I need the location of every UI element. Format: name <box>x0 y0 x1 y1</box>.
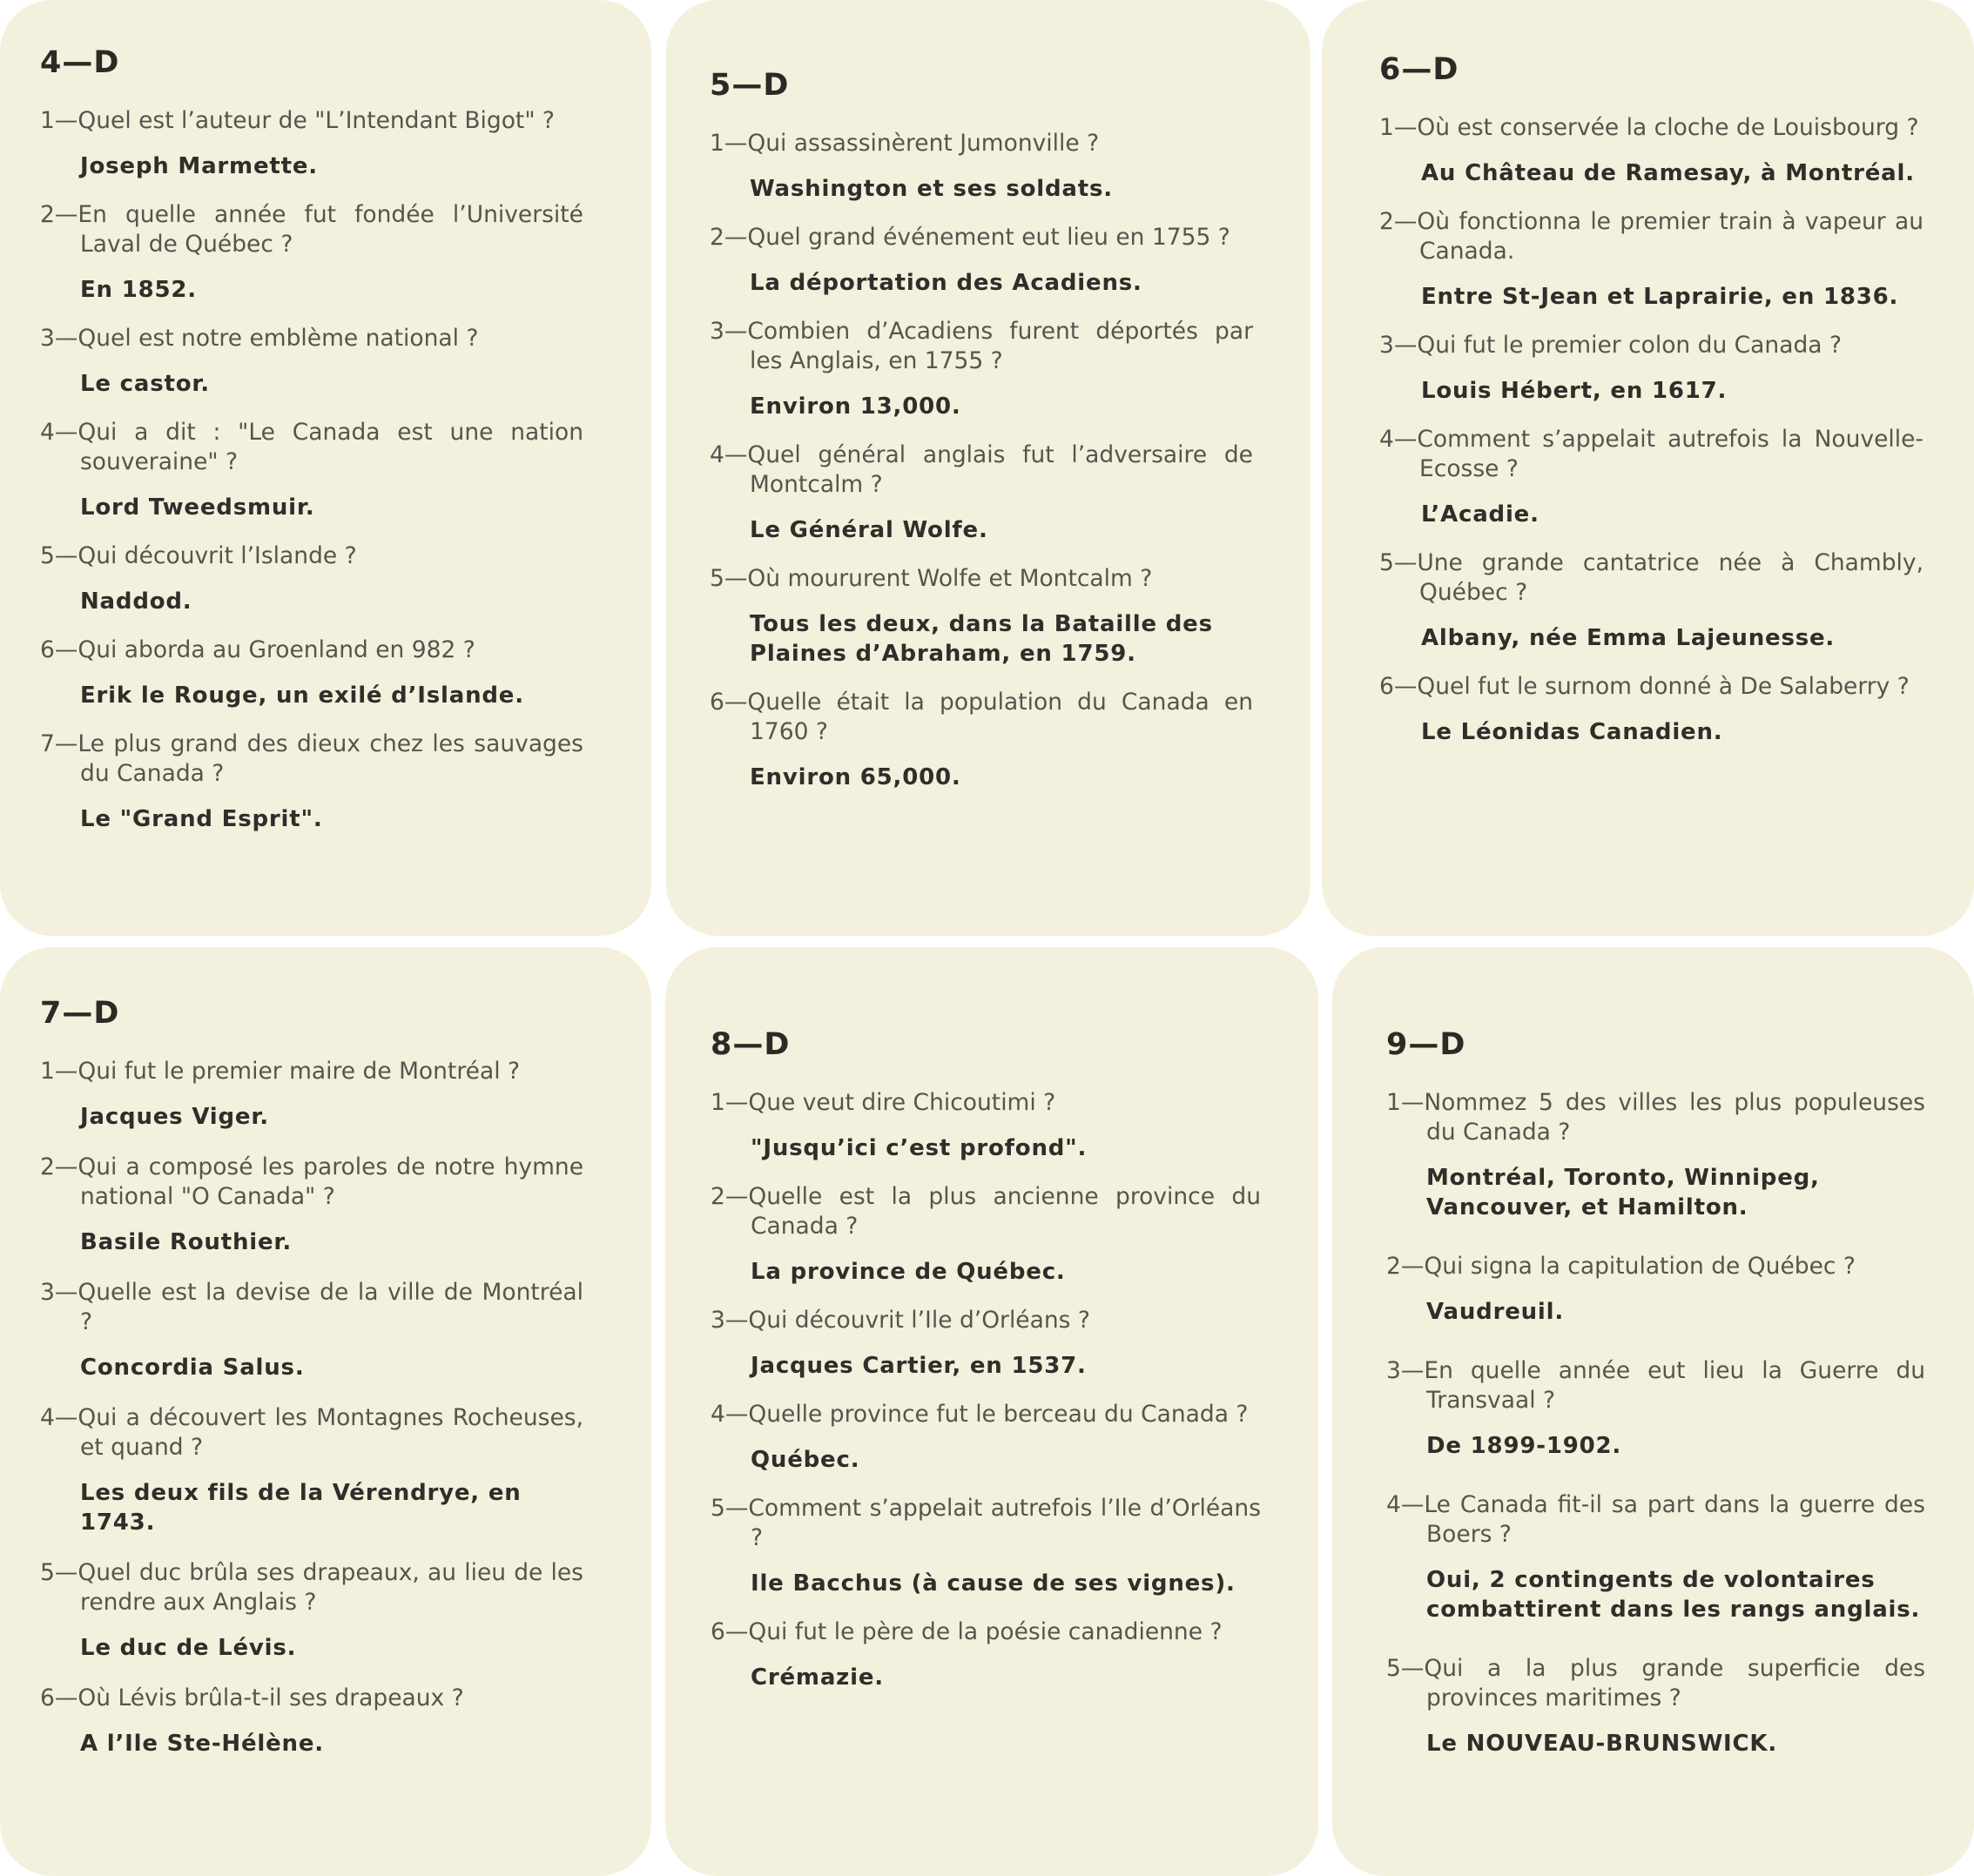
qa-item <box>1379 672 1923 747</box>
qa-item <box>40 541 583 616</box>
quiz-card-9d <box>1332 947 1974 1876</box>
answer: Environ 13,000. <box>750 393 961 420</box>
qa-item <box>710 317 1253 421</box>
qa-item <box>710 564 1253 669</box>
answer: Le duc de Lévis. <box>80 1635 297 1661</box>
answer: La province de Québec. <box>751 1259 1066 1285</box>
answer: Concordia Salus. <box>80 1355 305 1381</box>
question: 4—Quelle province fut le berceau du Canada ? <box>711 1401 1249 1428</box>
question: 6—Qui fut le père de la poésie canadienne ? <box>711 1618 1223 1645</box>
qa-item <box>40 1558 583 1663</box>
qa-item <box>1379 207 1923 312</box>
card-title: 7—D <box>40 996 120 1031</box>
card-title: 6—D <box>1379 52 1459 87</box>
question: 4—Le Canada fit-il sa part dans la guerre des Boers ? <box>1386 1491 1925 1548</box>
card-title: 4—D <box>40 45 120 80</box>
question: 6—Quelle était la population du Canada en 1760 ? <box>710 689 1253 745</box>
qa-item <box>711 1617 1261 1692</box>
answer: Le NOUVEAU-BRUNSWICK. <box>1426 1731 1778 1757</box>
question: 5—Qui a la plus grande superficie des provinces maritimes ? <box>1386 1655 1925 1711</box>
answer: La déportation des Acadiens. <box>750 270 1142 296</box>
answer: Tous les deux, dans la Bataille des Plaines d’Abraham, en 1759. <box>750 611 1213 667</box>
answer: Naddod. <box>80 588 192 615</box>
question: 6—Où Lévis brûla-t-il ses drapeaux ? <box>40 1684 464 1711</box>
qa-item <box>40 635 583 710</box>
qa-item <box>711 1400 1261 1475</box>
answer: Le Général Wolfe. <box>750 517 988 543</box>
question: 5—Comment s’appelait autrefois l’Ile d’Orléans ? <box>711 1495 1261 1551</box>
quiz-card-8d <box>665 947 1318 1876</box>
question: 1—Que veut dire Chicoutimi ? <box>711 1089 1056 1116</box>
qa-item <box>40 418 583 522</box>
question: 2—Quel grand événement eut lieu en 1755 ? <box>710 224 1230 251</box>
qa-item <box>40 1403 583 1537</box>
question: 2—Qui signa la capitulation de Québec ? <box>1386 1253 1856 1280</box>
question: 2—En quelle année fut fondée l’Université Laval de Québec ? <box>40 201 583 258</box>
quiz-card-7d <box>0 947 651 1876</box>
question: 3—Quel est notre emblème national ? <box>40 325 479 352</box>
question: 5—Quel duc brûla ses drapeaux, au lieu de les rendre aux Anglais ? <box>40 1559 583 1616</box>
card-title: 9—D <box>1386 1027 1466 1062</box>
answer: Jacques Viger. <box>80 1104 269 1130</box>
question: 2—Qui a composé les paroles de notre hymne national "O Canada" ? <box>40 1153 583 1210</box>
qa-item <box>1386 1088 1925 1222</box>
answer: Washington et ses soldats. <box>750 176 1113 202</box>
question: 2—Quelle est la plus ancienne province du Canada ? <box>711 1183 1261 1240</box>
qa-item <box>710 440 1253 545</box>
question: 3—Qui découvrit l’Ile d’Orléans ? <box>711 1307 1090 1334</box>
question: 6—Qui aborda au Groenland en 982 ? <box>40 636 475 663</box>
question: 2—Où fonctionna le premier train à vapeur au Canada. <box>1379 208 1923 265</box>
answer: Lord Tweedsmuir. <box>80 494 315 521</box>
qa-item <box>711 1182 1261 1287</box>
answer: Basile Routhier. <box>80 1229 293 1255</box>
qa-item <box>1379 425 1923 529</box>
answer: Le castor. <box>80 371 210 397</box>
answer: Les deux fils de la Vérendrye, en 1743. <box>80 1480 522 1536</box>
answer: Louis Hébert, en 1617. <box>1421 378 1728 404</box>
question: 5—Qui découvrit l’Islande ? <box>40 542 357 569</box>
qa-item <box>1386 1654 1925 1758</box>
answer: Vaudreuil. <box>1426 1299 1565 1325</box>
qa-item <box>40 324 583 399</box>
answer: De 1899-1902. <box>1426 1433 1622 1459</box>
answer: Montréal, Toronto, Winnipeg, Vancouver, et Hamilton. <box>1426 1165 1820 1220</box>
question: 5—Où moururent Wolfe et Montcalm ? <box>710 565 1153 592</box>
question: 1—Qui fut le premier maire de Montréal ? <box>40 1058 521 1085</box>
question: 1—Qui assassinèrent Jumonville ? <box>710 130 1100 157</box>
answer: Oui, 2 contingents de volontaires combattirent dans les rangs anglais. <box>1426 1567 1921 1623</box>
question: 4—Comment s’appelait autrefois la Nouvelle-Ecosse ? <box>1379 426 1923 482</box>
card-title: 8—D <box>711 1027 791 1062</box>
qa-item <box>1379 331 1923 406</box>
qa-item <box>1386 1490 1925 1624</box>
question: 5—Une grande cantatrice née à Chambly, Québec ? <box>1379 549 1923 606</box>
qa-item <box>1386 1252 1925 1327</box>
question: 3—Quelle est la devise de la ville de Montréal ? <box>40 1279 583 1335</box>
answer: Environ 65,000. <box>750 764 961 790</box>
quiz-card-6d <box>1322 0 1974 936</box>
qa-item <box>711 1306 1261 1381</box>
answer: Ile Bacchus (à cause de ses vignes). <box>751 1570 1236 1597</box>
question: 4—Qui a découvert les Montagnes Rocheuses, et quand ? <box>40 1404 583 1461</box>
answer: "Jusqu’ici c’est profond". <box>751 1135 1088 1161</box>
question: 1—Nommez 5 des villes les plus populeuses du Canada ? <box>1386 1089 1925 1146</box>
answer: Le Léonidas Canadien. <box>1421 719 1723 745</box>
question: 1—Où est conservée la cloche de Louisbourg ? <box>1379 114 1919 141</box>
question: 3—En quelle année eut lieu la Guerre du Transvaal ? <box>1386 1357 1925 1414</box>
qa-item <box>710 688 1253 792</box>
answer: Joseph Marmette. <box>80 153 318 179</box>
qa-item <box>711 1088 1261 1163</box>
qa-item <box>40 1153 583 1257</box>
qa-item <box>1379 113 1923 188</box>
qa-item <box>710 223 1253 298</box>
quiz-card-4d <box>0 0 651 936</box>
qa-item <box>711 1494 1261 1598</box>
qa-item <box>40 1278 583 1382</box>
qa-item <box>1386 1356 1925 1461</box>
qa-item <box>40 1057 583 1132</box>
answer: Le "Grand Esprit". <box>80 806 323 832</box>
answer: L’Acadie. <box>1421 501 1539 528</box>
question: 3—Qui fut le premier colon du Canada ? <box>1379 332 1843 359</box>
question: 7—Le plus grand des dieux chez les sauvages du Canada ? <box>40 730 583 787</box>
card-title: 5—D <box>710 68 790 103</box>
answer: Erik le Rouge, un exilé d’Islande. <box>80 682 524 709</box>
quiz-card-5d <box>666 0 1310 936</box>
answer: Au Château de Ramesay, à Montréal. <box>1421 160 1915 186</box>
answer: Crémazie. <box>751 1664 884 1691</box>
qa-item <box>1379 548 1923 653</box>
answer: A l’Ile Ste-Hélène. <box>80 1731 324 1757</box>
question: 6—Quel fut le surnom donné à De Salaberry ? <box>1379 673 1910 700</box>
answer: En 1852. <box>80 277 197 303</box>
qa-item <box>40 106 583 181</box>
qa-item <box>40 200 583 305</box>
qa-item <box>710 129 1253 204</box>
question: 1—Quel est l’auteur de "L’Intendant Bigot" ? <box>40 107 555 134</box>
answer: Jacques Cartier, en 1537. <box>751 1353 1087 1379</box>
qa-item <box>40 1684 583 1758</box>
answer: Québec. <box>751 1447 860 1473</box>
question: 3—Combien d’Acadiens furent déportés par les Anglais, en 1755 ? <box>710 318 1253 374</box>
question: 4—Quel général anglais fut l’adversaire de Montcalm ? <box>710 441 1253 498</box>
qa-item <box>40 730 583 834</box>
answer: Albany, née Emma Lajeunesse. <box>1421 625 1836 651</box>
question: 4—Qui a dit : "Le Canada est une nation souveraine" ? <box>40 419 583 475</box>
answer: Entre St-Jean et Laprairie, en 1836. <box>1421 284 1899 310</box>
